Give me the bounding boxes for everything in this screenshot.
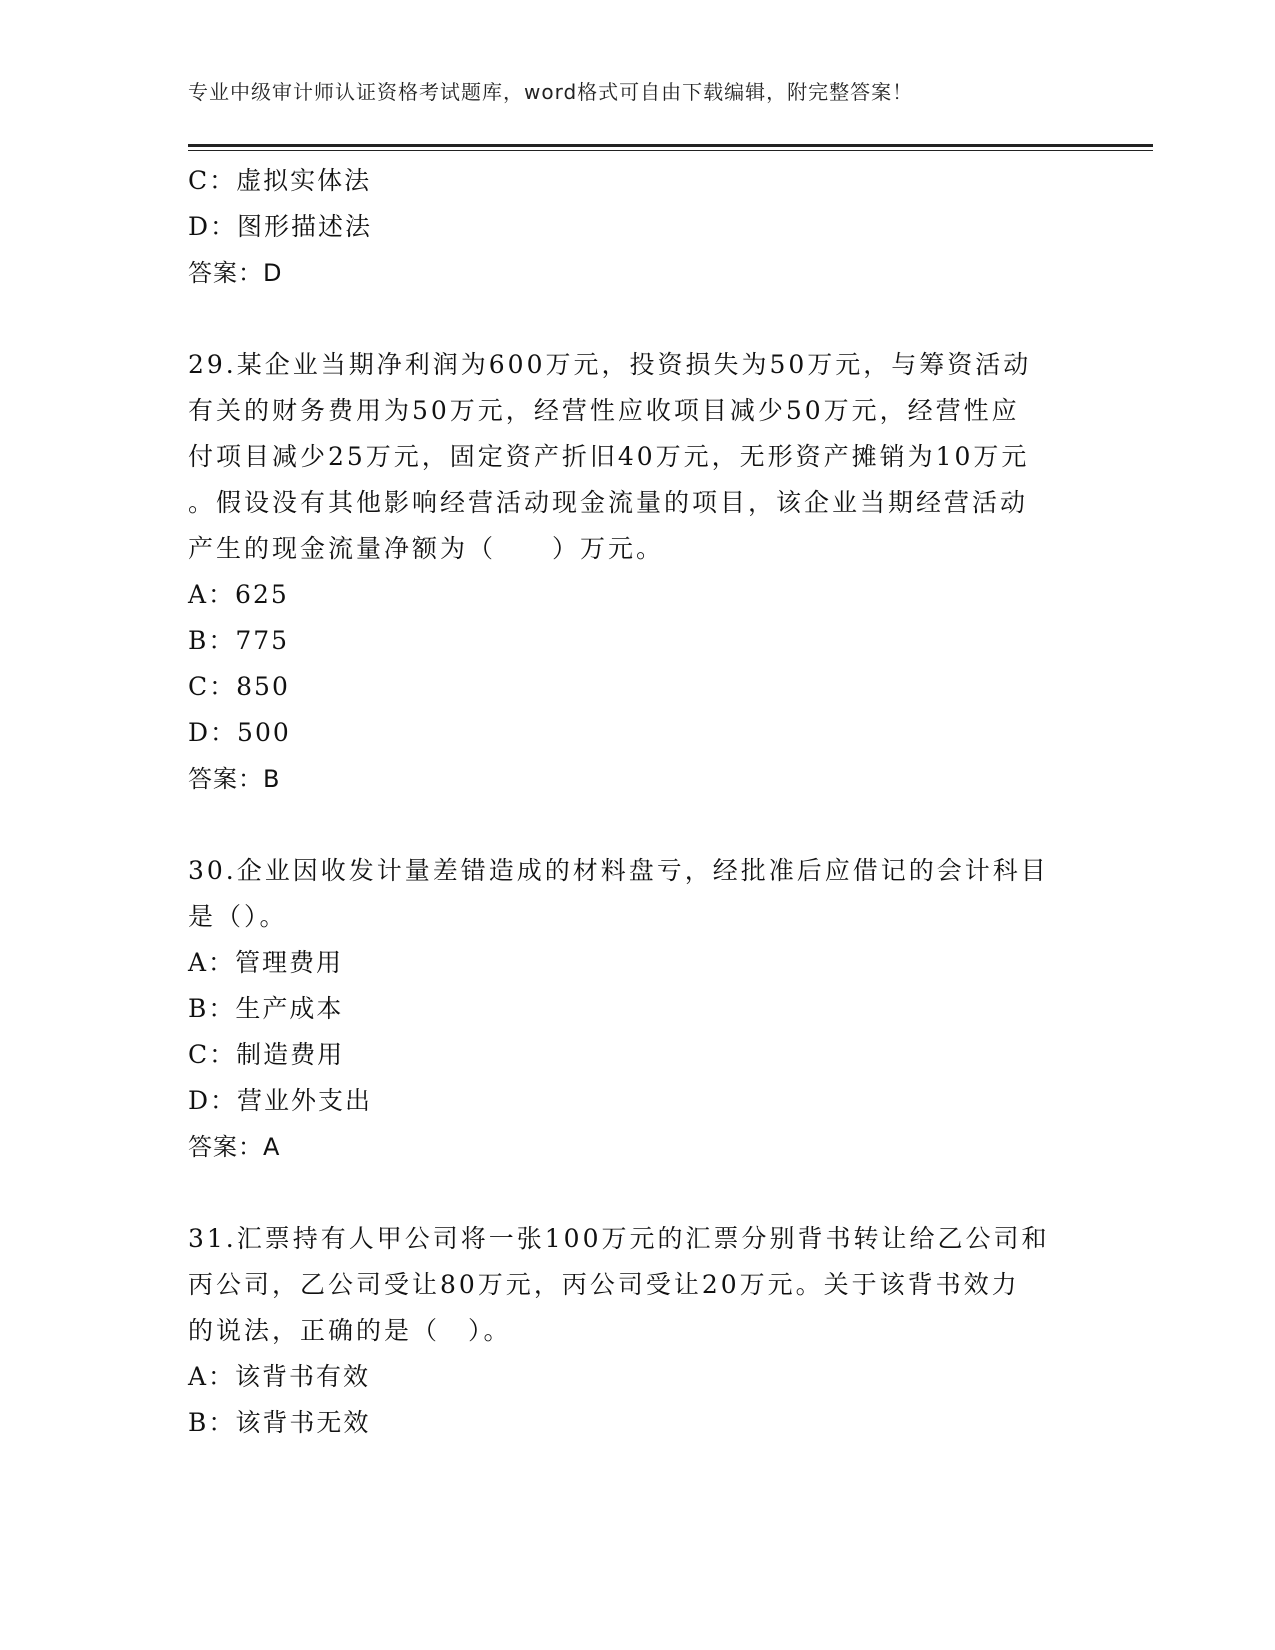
question-line: 是（）。 <box>188 902 288 931</box>
option-a: A：该背书有效 <box>188 1362 371 1391</box>
option-a: A：625 <box>188 580 289 609</box>
option-d: D：营业外支出 <box>188 1086 373 1115</box>
option-b: B：该背书无效 <box>188 1408 371 1437</box>
question-line: 。假设没有其他影响经营活动现金流量的项目，该企业当期经营活动 <box>188 488 1029 517</box>
answer: 答案：D <box>188 259 283 287</box>
question-line: 的说法，正确的是（ ）。 <box>188 1316 512 1345</box>
question-text <box>188 1216 1088 1354</box>
question-block-28 <box>188 158 1088 296</box>
question-line: 付项目减少25万元，固定资产折旧40万元，无形资产摊销为10万元 <box>188 442 1030 471</box>
option-d: D：500 <box>188 718 291 747</box>
question-line: 产生的现金流量净额为（ ）万元。 <box>188 534 665 563</box>
header-rule-thick <box>188 144 1153 147</box>
header-rule-thin <box>188 150 1153 151</box>
question-text <box>188 342 1088 572</box>
question-line: 30.企业因收发计量差错造成的材料盘亏，经批准后应借记的会计科目 <box>188 856 1049 885</box>
option-d: D：图形描述法 <box>188 212 373 241</box>
option-c: C：制造费用 <box>188 1040 345 1069</box>
option-c: C：850 <box>188 672 290 701</box>
question-text <box>188 848 1088 940</box>
answer: 答案：A <box>188 1133 281 1161</box>
answer: 答案：B <box>188 765 281 793</box>
question-line: 丙公司，乙公司受让80万元，丙公司受让20万元。关于该背书效力 <box>188 1270 1020 1299</box>
question-line: 29.某企业当期净利润为600万元，投资损失为50万元，与筹资活动 <box>188 350 1032 379</box>
question-block-31 <box>188 1216 1088 1446</box>
question-block-29 <box>188 342 1088 802</box>
question-line: 31.汇票持有人甲公司将一张100万元的汇票分别背书转让给乙公司和 <box>188 1224 1050 1253</box>
option-a: A：管理费用 <box>188 948 344 977</box>
option-b: B：775 <box>188 626 290 655</box>
question-list <box>188 158 1088 1446</box>
question-block-30 <box>188 848 1088 1170</box>
question-line: 有关的财务费用为50万元，经营性应收项目减少50万元，经营性应 <box>188 396 1020 425</box>
page-header: 专业中级审计师认证资格考试题库，word格式可自由下载编辑，附完整答案！ <box>188 80 914 104</box>
option-b: B：生产成本 <box>188 994 344 1023</box>
option-c: C：虚拟实体法 <box>188 166 372 195</box>
